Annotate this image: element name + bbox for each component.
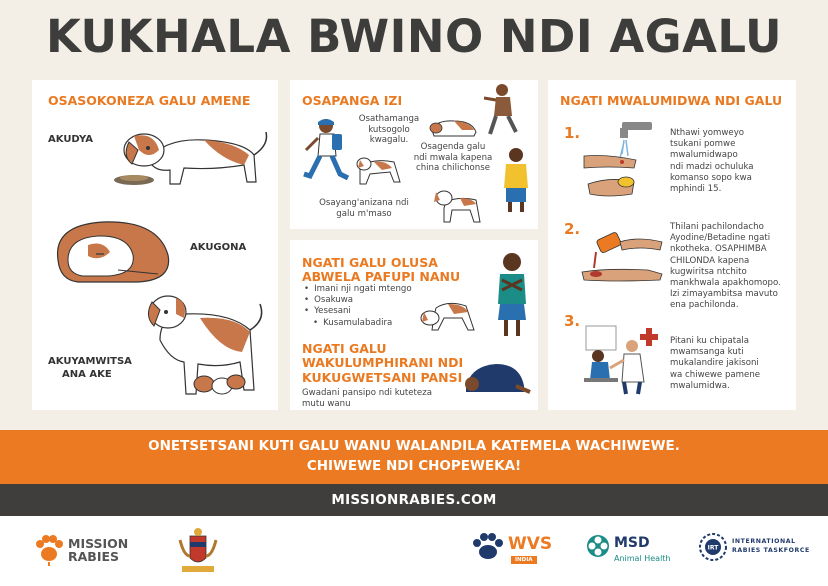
growling-dog-illustration <box>418 292 480 336</box>
vaccination-banner <box>0 430 828 484</box>
panel-heading-knocked-down: NGATI GALU WAKULUMPHIRANI NDI KUKUGWETSANI PANSI <box>302 341 464 385</box>
step3-text: Pitani ku chipatala mwamsanga kuti mukalandire jakisoni wa chiwewe pamene mwalumidwa. <box>670 336 761 391</box>
caption-dont-stare: Osayang'anizana ndi galu m'maso <box>319 198 409 219</box>
panel-heading: OSAPANGA IZI <box>302 93 403 108</box>
step-number: 2. <box>564 220 581 238</box>
label-nursing-1: AKUYAMWITSA <box>48 356 132 367</box>
sleeping-dog-illustration <box>48 210 188 288</box>
bullet-item: • Kusamulabadira <box>304 318 412 329</box>
caption-curl-up: Gwadani pansipo ndi kuteteza mutu wanu <box>302 388 432 410</box>
panel-heading-aggressive: NGATI GALU OLUSA ABWELA PAFUPI NANU <box>302 255 461 285</box>
clinic-visit-illustration <box>574 320 668 396</box>
website-link[interactable]: MISSIONRABIES.COM <box>331 492 497 508</box>
staring-dog-illustration <box>432 186 484 226</box>
step1-text: Nthawi yomweyo tsukani pomwe mwalumidwapo ndi madzi ochuluka komanso sopo kwa mphindi 15. <box>670 128 754 194</box>
panel-heading: NGATI MWALUMIDWA NDI GALU <box>560 93 783 108</box>
safety-bullet-list <box>304 284 412 329</box>
wvs-logo-text: WVS <box>508 534 553 554</box>
applying-iodine-illustration <box>578 228 664 288</box>
irt-logo-icon <box>698 532 728 562</box>
panel-do-not-disturb <box>32 80 278 410</box>
panel-heading: OSASOKONEZA GALU AMENE <box>48 93 251 108</box>
mission-rabies-logo-text: MISSION RABIES <box>68 536 129 564</box>
chasing-dog-illustration <box>354 152 406 190</box>
msd-logo-text: MSD <box>614 535 650 551</box>
panel-dont-do-this <box>290 80 538 229</box>
lying-dog-illustration <box>426 116 482 138</box>
standing-girl-illustration <box>492 250 532 340</box>
eating-dog-illustration <box>104 120 274 192</box>
curled-person-illustration <box>460 358 532 396</box>
caption-dont-run: Osathamanga kutsogolo kwagalu. <box>358 114 420 146</box>
bullet-item: • Yesesani <box>304 306 412 317</box>
irt-logo-center-text: IRT <box>707 544 719 552</box>
step-number: 3. <box>564 312 581 330</box>
mission-rabies-paw-icon <box>34 534 64 566</box>
label-eating: AKUDYA <box>48 134 94 145</box>
step-number: 1. <box>564 124 581 142</box>
website-banner <box>0 484 828 516</box>
msd-logo-icon <box>586 534 610 558</box>
irt-logo-text: INTERNATIONAL RABIES TASKFORCE <box>732 538 810 554</box>
panel-if-bitten <box>548 80 796 410</box>
nursing-dog-illustration <box>140 290 270 402</box>
bullet-item: • Osakuwa <box>304 295 412 306</box>
step2-text: Thilani pachilondacho Ayodine/Betadine ngati nkotheka. OSAPHIMBA CHILONDA kapena kugwiritsa ntchito mankhwala apakhomopo. Izi zimayambitsa mavuto ena pachilonda. <box>670 222 781 311</box>
wvs-logo-subtext: INDIA <box>511 556 537 564</box>
label-nursing-2: ANA AKE <box>62 369 112 380</box>
label-sleeping: AKUGONA <box>190 242 247 253</box>
caption-dont-throw: Osagenda galu ndi mwala kapena china chilichonse <box>413 142 493 174</box>
wvs-paw-icon <box>470 532 506 562</box>
banner-line-2: CHIWEWE NDI CHOPEWEKA! <box>306 458 522 475</box>
footer-logos <box>0 516 828 586</box>
standing-boy-illustration <box>496 146 536 216</box>
malawi-coat-of-arms-icon <box>176 526 220 576</box>
banner-line-1: ONETSETSANI KUTI GALU WANU WALANDILA KATEMELA WACHIWEWE. <box>148 438 680 454</box>
msd-logo-subtext: Animal Health <box>614 554 671 563</box>
washing-wound-illustration <box>578 120 664 210</box>
poster-title: KUKHALA BWINO NDI AGALU <box>45 10 783 63</box>
bullet-item: • Imani nji ngati mtengo <box>304 284 412 295</box>
boy-throwing-stone-illustration <box>482 82 524 138</box>
panel-aggressive-dog <box>290 240 538 410</box>
